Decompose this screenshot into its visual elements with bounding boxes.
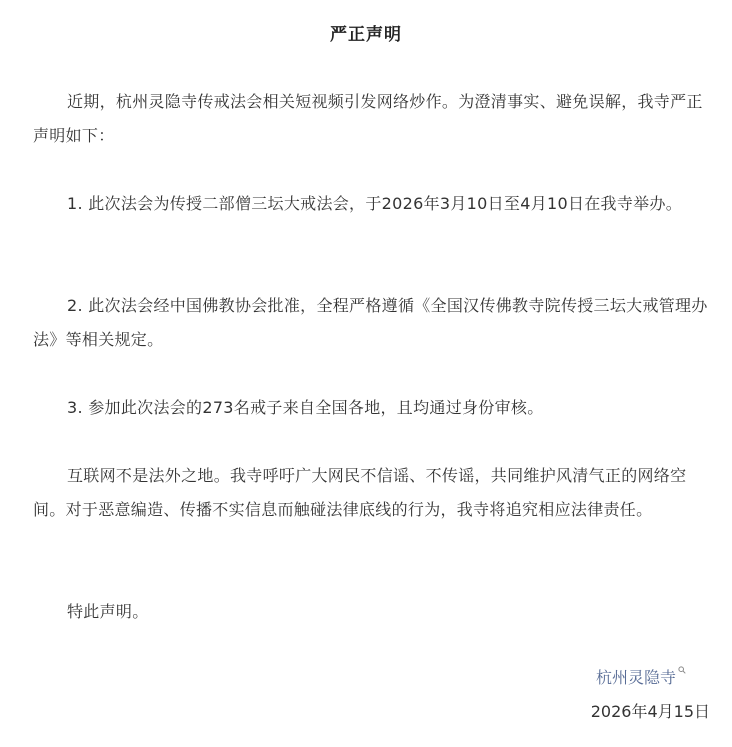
statement-item-2: 2. 此次法会经中国佛教协会批准，全程严格遵循《全国汉传佛教寺院传授三坛大戒管理办法》等相关规定。 [33, 296, 708, 349]
closing-paragraph: 特此声明。 [67, 602, 149, 621]
statement-item-1: 1. 此次法会为传授二部僧三坛大戒法会，于2026年3月10日至4月10日在我寺举办。 [67, 194, 683, 213]
page-title: 严正声明 [330, 25, 402, 45]
search-icon [678, 657, 686, 665]
statement-date: 2026年4月15日 [590, 702, 710, 721]
signer-name: 杭州灵隐寺 [595, 668, 676, 687]
notice-paragraph: 互联网不是法外之地。我寺呼吁广大网民不信谣、不传谣，共同维护风清气正的网络空间。对于恶意编造、传播不实信息而触碰法律底线的行为，我寺将追究相应法律责任。 [33, 466, 687, 519]
statement-item-3: 3. 参加此次法会的273名戒子来自全国各地，且均通过身份审核。 [67, 398, 544, 417]
signer-link[interactable] [596, 666, 684, 690]
intro-paragraph: 近期，杭州灵隐寺传戒法会相关短视频引发网络炒作。为澄清事实、避免误解，我寺严正声明如下： [33, 92, 703, 145]
